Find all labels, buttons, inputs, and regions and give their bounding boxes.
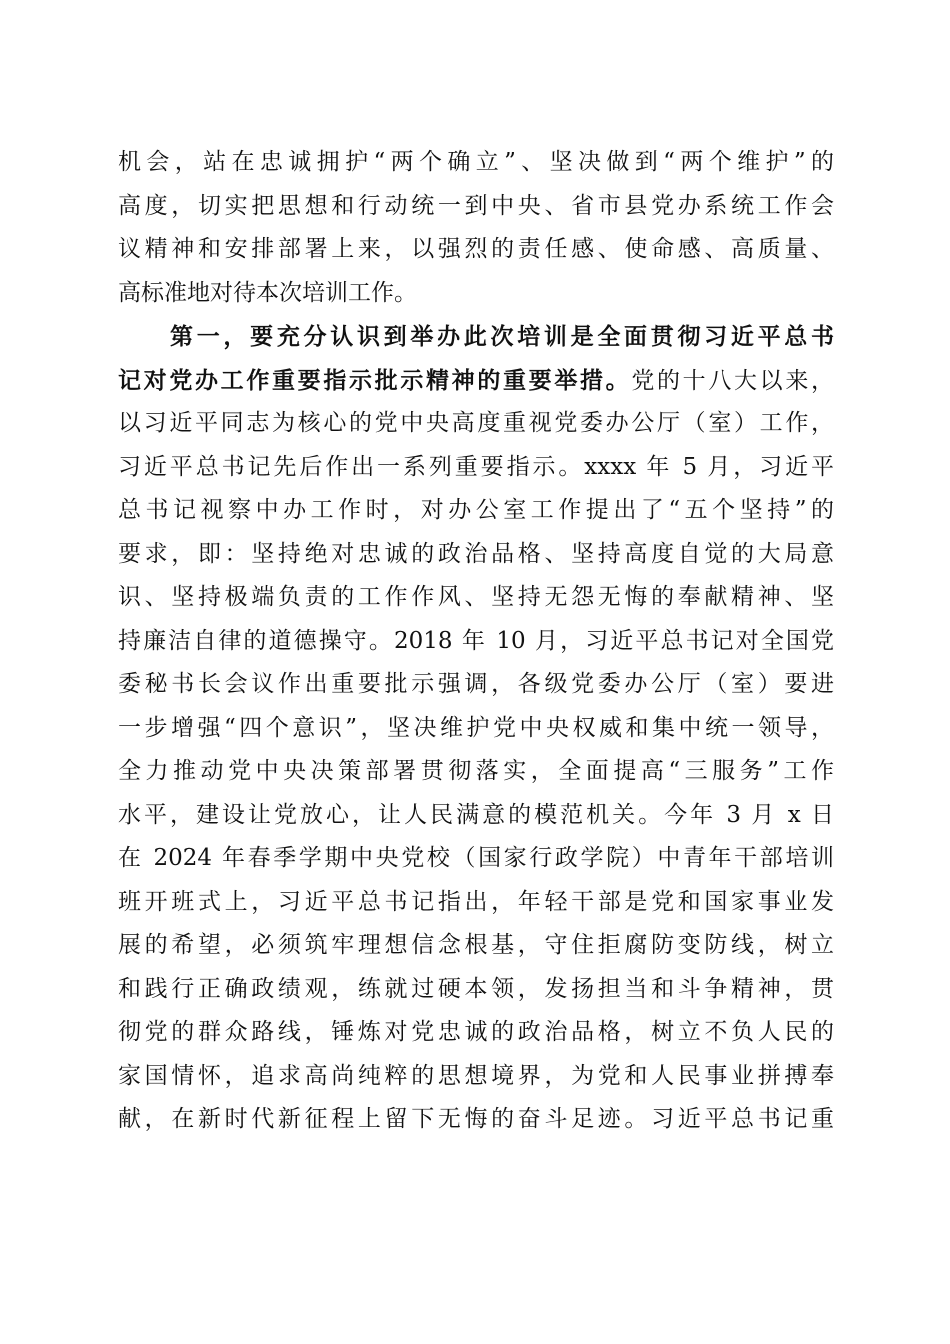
section-heading-continued [118, 359, 834, 403]
text-line: 水平，建设让党放心，让人民满意的模范机关。今年 3 月 x 日 [118, 801, 834, 828]
text-line: 要求，即：坚持绝对忠诚的政治品格、坚持高度自觉的大局意 [118, 540, 834, 567]
text-segment: 党的十八大以来， [631, 367, 835, 394]
text-line: 高标准地对待本次培训工作。 [118, 279, 417, 306]
section-heading: 第一，要充分认识到举办此次培训是全面贯彻习近平总书 [170, 323, 834, 350]
text-line: 彻党的群众路线，锤炼对党忠诚的政治品格，树立不负人民的 [118, 1019, 834, 1045]
text-line: 识、坚持极端负责的工作作风、坚持无怨无悔的奉献精神、坚 [118, 584, 834, 610]
text-line: 习近平总书记先后作出一系列重要指示。xxxx 年 5 月，习近平 [118, 453, 834, 480]
document-body [118, 141, 834, 1142]
text-line: 班开班式上，习近平总书记指出，年轻干部是党和国家事业发 [118, 888, 834, 915]
text-line: 全力推动党中央决策部署贯彻落实，全面提高“三服务”工作 [118, 758, 834, 784]
section-heading-tail: 记对党办工作重要指示批示精神的重要举措。 [118, 366, 632, 394]
text-line: 持廉洁自律的道德操守。2018 年 10 月，习近平总书记对全国党 [118, 627, 834, 654]
text-line: 一步增强“四个意识”，坚决维护党中央权威和集中统一领导， [118, 714, 834, 741]
text-line: 以习近平同志为核心的党中央高度重视党委办公厅（室）工作， [118, 410, 834, 436]
text-line: 献，在新时代新征程上留下无悔的奋斗足迹。习近平总书记重 [118, 1106, 834, 1132]
text-line: 展的希望，必须筑牢理想信念根基，守住拒腐防变防线，树立 [118, 932, 834, 958]
text-line: 委秘书长会议作出重要批示强调，各级党委办公厅（室）要进 [118, 671, 834, 697]
text-line: 和践行正确政绩观，练就过硬本领，发扬担当和斗争精神，贯 [118, 975, 834, 1002]
text-line: 家国情怀，追求高尚纯粹的思想境界，为党和人民事业拼搏奉 [118, 1062, 834, 1089]
text-line: 机会，站在忠诚拥护“两个确立”、坚决做到“两个维护”的 [118, 149, 834, 175]
text-line: 在 2024 年春季学期中央党校（国家行政学院）中青年干部培训 [118, 845, 834, 871]
text-line: 总书记视察中办工作时，对办公室工作提出了“五个坚持”的 [118, 497, 834, 523]
text-line: 高度，切实把思想和行动统一到中央、省市县党办系统工作会 [118, 192, 834, 219]
text-line: 议精神和安排部署上来，以强烈的责任感、使命感、高质量、 [118, 236, 834, 262]
